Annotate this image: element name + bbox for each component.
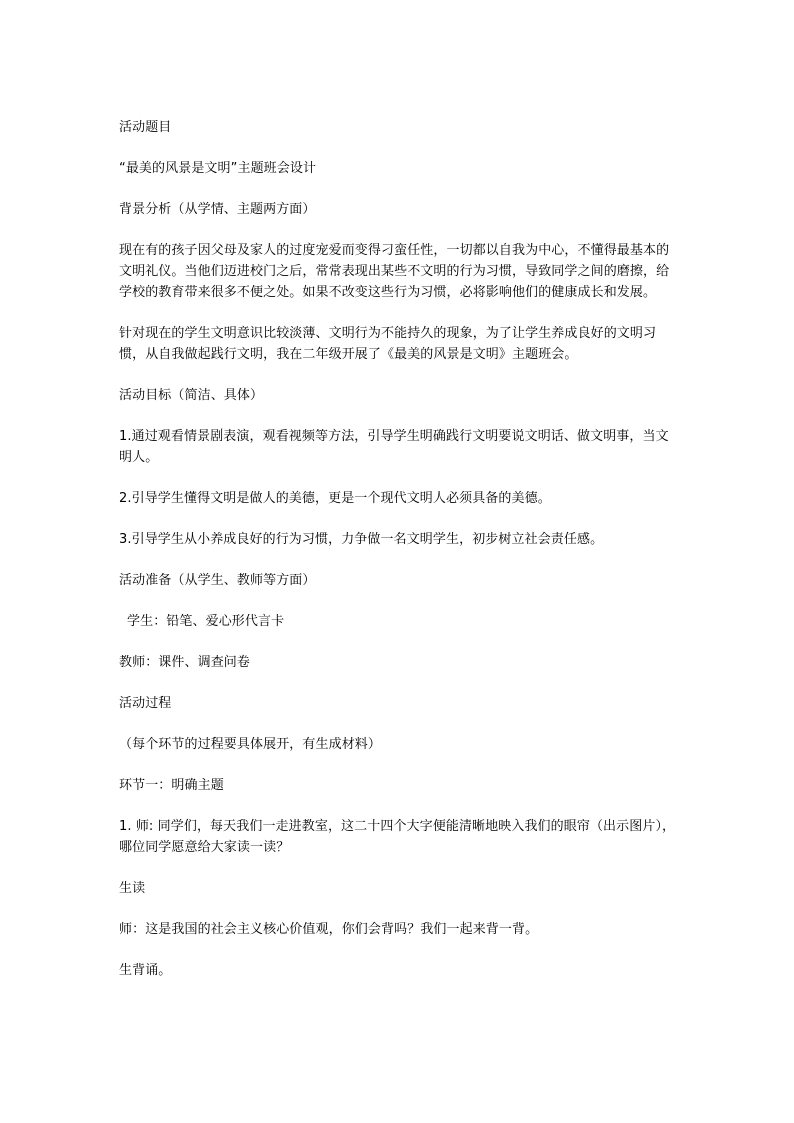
process-note: （每个环节的过程要具体展开，有生成材料） — [119, 737, 382, 752]
heading-process: 活动过程 — [119, 696, 172, 711]
preparation-students: 学生：铅笔、爱心形代言卡 — [127, 614, 285, 629]
background-paragraph-2: 针对现在的学生文明意识比较淡薄、文明行为不能持久的现象，为了让学生养成良好的文明习惯，从自我做起践行文明，我在二年级开展了《最美的风景是文明》主题班会。 — [119, 326, 657, 362]
preparation-teacher: 教师：课件、调查问卷 — [119, 655, 251, 670]
heading-objectives: 活动目标（简洁、具体） — [119, 388, 264, 403]
section-one-step-1: 1. 师: 同学们，每天我们一走进教室，这二十四个大字便能清晰地映入我们的眼帘（出示图片），哪位同学愿意给大家读一读？ — [119, 819, 676, 855]
teacher-core-values: 师：这是我国的社会主义核心价值观，你们会背吗？我们一起来背一背。 — [119, 922, 539, 937]
document-body — [119, 117, 679, 981]
background-paragraph-1: 现在有的孩子因父母及家人的过度宠爱而变得刁蛮任性，一切都以自我为中心，不懂得最基本的文明礼仪。当他们迈进校门之后，常常表现出某些不文明的行为习惯，导致同学之间的磨擦，给学校的教育带来很多不便之处。如果不改变这些行为习惯，必将影响他们的健康成长和发展。 — [119, 243, 670, 300]
activity-title-text: “最美的风景是文明”主题班会设计 — [119, 161, 317, 176]
objective-1: 1.通过观看情景剧表演，观看视频等方法，引导学生明确践行文明要说文明话、做文明事，当文明人。 — [119, 429, 669, 465]
heading-background: 背景分析（从学情、主题两方面） — [119, 202, 316, 217]
heading-preparation: 活动准备（从学生、教师等方面） — [119, 573, 316, 588]
objective-3: 3.引导学生从小养成良好的行为习惯，力争做一名文明学生，初步树立社会责任感。 — [119, 532, 604, 547]
heading-section-one: 环节一：明确主题 — [119, 778, 224, 793]
student-recites: 生背诵。 — [119, 963, 172, 978]
objective-2: 2.引导学生懂得文明是做人的美德，更是一个现代文明人必须具备的美德。 — [119, 491, 551, 506]
heading-activity-title: 活动题目 — [119, 120, 172, 135]
student-reads: 生读 — [119, 881, 146, 896]
